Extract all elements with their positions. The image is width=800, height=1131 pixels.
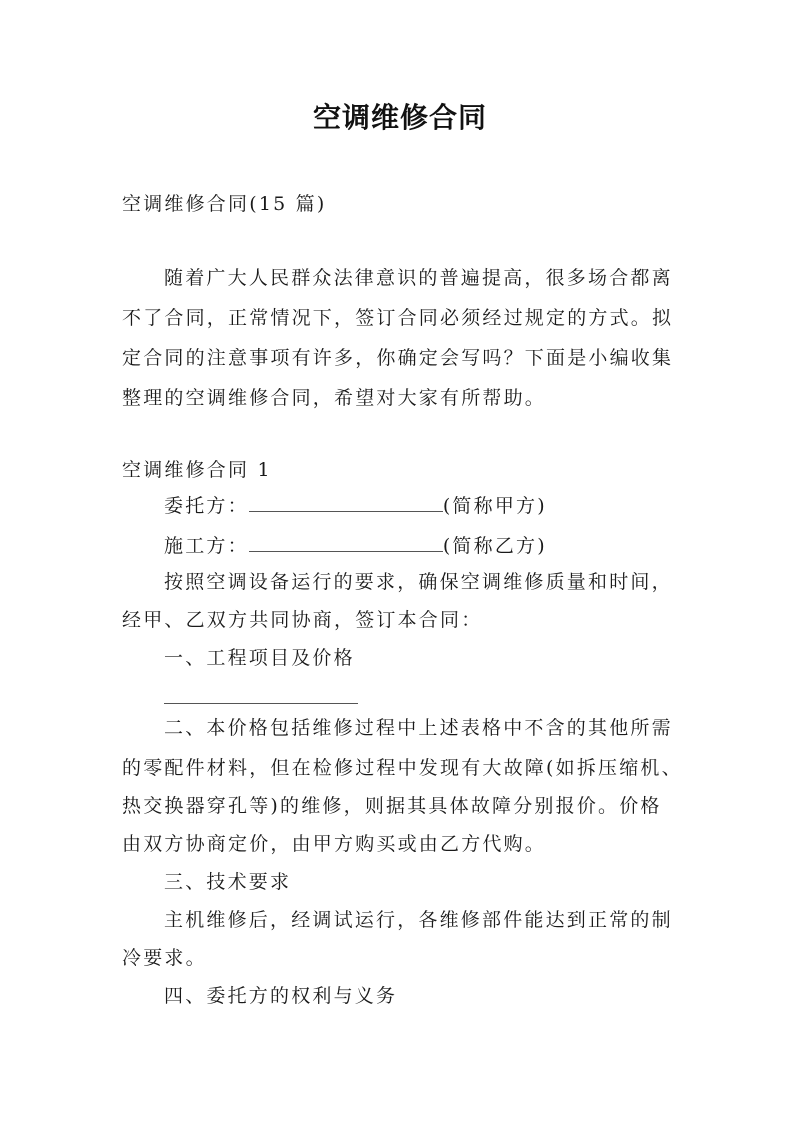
party-a-note: (简称甲方): [442, 495, 547, 517]
para1-line-2: 经甲、乙双方共同协商，签订本合同：: [122, 609, 483, 631]
document-subtitle: 空调维修合同(15 篇): [122, 193, 327, 215]
section2-line-2: 的零配件材料，但在检修过程中发现有大故障(如拆压缩机、: [122, 757, 683, 779]
party-a-blank: [249, 495, 443, 512]
section1-heading: 一、工程项目及价格: [164, 647, 355, 669]
party-b-line: [164, 534, 547, 558]
party-a-line: [164, 494, 547, 518]
section3-heading: 三、技术要求: [164, 871, 292, 893]
party-b-note: (简称乙方): [442, 535, 547, 557]
party-b-blank: [249, 535, 443, 552]
contract-heading: 空调维修合同 1: [122, 459, 272, 481]
section2-line-4: 由双方协商定价，由甲方购买或由乙方代购。: [122, 833, 547, 855]
document-title: 空调维修合同: [312, 101, 487, 134]
section4-heading: 四、委托方的权利与义务: [164, 985, 398, 1007]
section3-line-2: 冷要求。: [122, 947, 207, 969]
table-placeholder-line: [164, 703, 358, 704]
section2-line-3: 热交换器穿孔等)的维修，则据其具体故障分别报价。价格: [122, 795, 662, 817]
section3-line-1: 主机维修后，经调试运行，各维修部件能达到正常的制: [164, 909, 673, 931]
intro-line-2: 不了合同，正常情况下，签订合同必须经过规定的方式。拟: [122, 307, 674, 329]
section2-line-1: 二、本价格包括维修过程中上述表格中不含的其他所需: [164, 717, 673, 739]
intro-line-4: 整理的空调维修合同，希望对大家有所帮助。: [122, 387, 547, 409]
party-a-label: 委托方：: [164, 495, 249, 517]
intro-line-1: 随着广大人民群众法律意识的普遍提高，很多场合都离: [164, 267, 673, 289]
party-b-label: 施工方：: [164, 535, 249, 557]
intro-line-3: 定合同的注意事项有许多，你确定会写吗？下面是小编收集: [122, 347, 674, 369]
para1-line-1: 按照空调设备运行的要求，确保空调维修质量和时间，: [164, 571, 673, 593]
